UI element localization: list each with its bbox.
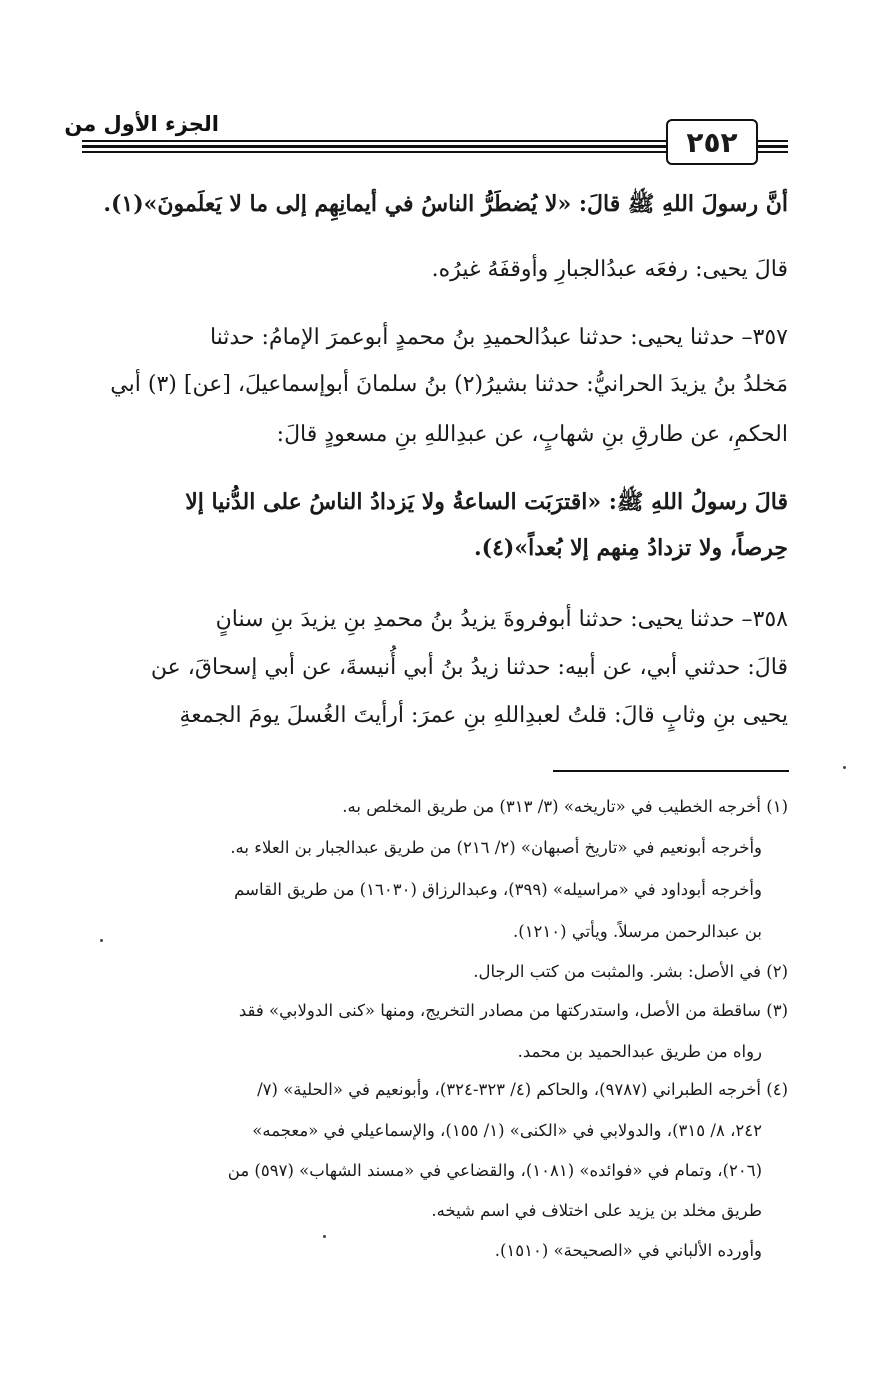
footnote-line: ٢٤٢، ٨/ ٣١٥)، والدولابي في «الكنى» (١/ ١٥٥)، والإسماعيلي في «معجمه»	[252, 1121, 762, 1140]
text-line: ٣٥٧– حدثنا يحيى: حدثنا عبدُالحميدِ بنُ محمدٍ أبوعمرَ الإمامُ: حدثنا	[209, 325, 788, 350]
footnote-line: (٢٠٦)، وتمام في «فوائده» (١٠٨١)، والقضاعي في «مسند الشهاب» (٥٩٧) من	[227, 1161, 762, 1180]
footnote-line: (٣) ساقطة من الأصل، واستدركتها من مصادر التخريج، ومنها «كنى الدولابي» فقد	[238, 1001, 788, 1020]
footnote-line: وأخرجه أبوداود في «مراسيله» (٣٩٩)، وعبدالرزاق (١٦٠٣٠) من طريق القاسم	[234, 880, 762, 899]
speck	[843, 766, 846, 769]
footnote-line: بن عبدالرحمن مرسلاً. ويأتي (١٢١٠).	[513, 922, 762, 941]
text-line: ٣٥٨– حدثنا يحيى: حدثنا أبوفروةَ يزيدُ بنُ محمدِ بنِ يزيدَ بنِ سنانٍ	[215, 607, 788, 632]
footnotes	[82, 0, 788, 1394]
page-number: ٢٥٢	[666, 119, 758, 165]
text-line: قالَ يحيى: رفعَه عبدُالجبارِ وأوقفَهُ غيرُه.	[431, 257, 788, 282]
footnote-line: (٢) في الأصل: بشر. والمثبت من كتب الرجال.	[473, 962, 788, 981]
text-line: أنَّ رسولَ اللهِ ﷺ قالَ: «لا يُضطَرُّ الناسُ في أيمانِهِم إلى ما لا يَعلَمونَ»(١).	[103, 191, 788, 217]
text-line: يحيى بنِ وثابٍ قالَ: قلتُ لعبدِاللهِ بنِ عمرَ: أرأيتَ الغُسلَ يومَ الجمعةِ	[179, 703, 788, 728]
speck	[323, 1235, 326, 1238]
footnote-line: (١) أخرجه الخطيب في «تاريخه» (٣/ ٣١٣) من طريق المخلص به.	[342, 797, 788, 816]
footnote-line: (٤) أخرجه الطبراني (٩٧٨٧)، والحاكم (٤/ ٣٢٣-٣٢٤)، وأبونعيم في «الحلية» (٧/	[257, 1080, 788, 1099]
text-line: قالَ رسولُ اللهِ ﷺ: «اقترَبَت الساعةُ ولا يَزدادُ الناسُ على الدُّنيا إلا	[185, 489, 788, 515]
text-line: قالَ: حدثني أبي، عن أبيه: حدثنا زيدُ بنُ أبي أُنيسةَ، عن أبي إسحاقَ، عن	[150, 655, 788, 680]
text-line: الحكمِ، عن طارقِ بنِ شهابٍ، عن عبدِاللهِ بنِ مسعودٍ قالَ:	[276, 422, 788, 447]
footnote-line: طريق مخلد بن يزيد على اختلاف في اسم شيخه.	[431, 1201, 762, 1220]
running-head: الجزء الأول من	[64, 112, 219, 136]
text-line: حِرصاً، ولا تزدادُ مِنهم إلا بُعداً»(٤).	[474, 535, 788, 561]
speck	[100, 939, 103, 942]
footnote-line: رواه من طريق عبدالحميد بن محمد.	[517, 1042, 762, 1061]
text-line: مَخلدُ بنُ يزيدَ الحرانيُّ: حدثنا بشيرُ(٢) بنُ سلمانَ أبوإسماعيلَ، [عن] (٣) أبي	[110, 372, 788, 397]
footnote-line: وأخرجه أبونعيم في «تاريخ أصبهان» (٢/ ٢١٦) من طريق عبدالجبار بن العلاء به.	[230, 838, 762, 857]
footnote-line: وأورده الألباني في «الصحيحة» (١٥١٠).	[494, 1241, 762, 1260]
